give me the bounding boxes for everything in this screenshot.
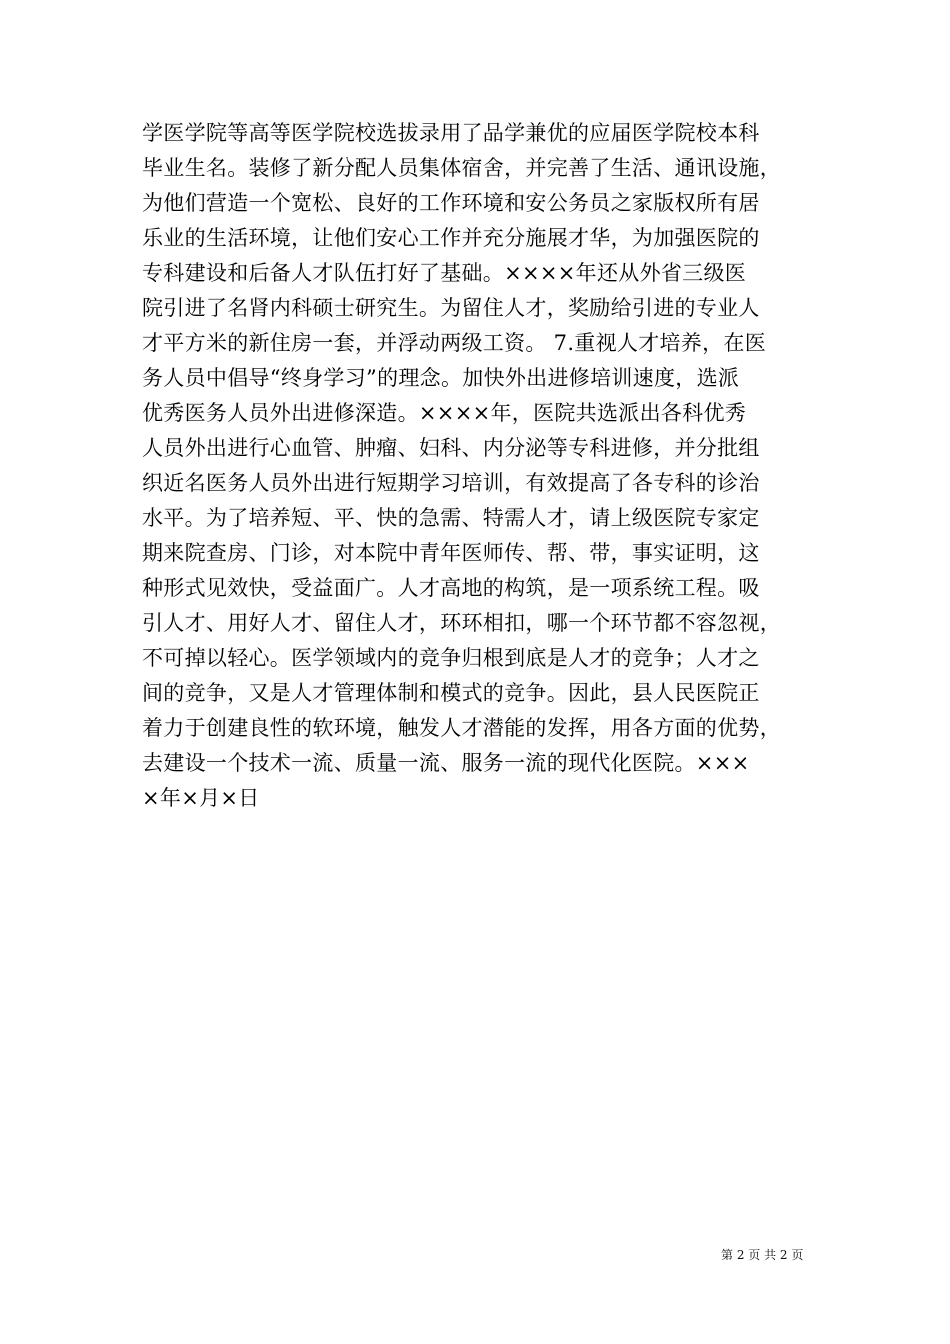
text-line: 毕业生名。装修了新分配人员集体宿舍，并完善了生活、通讯设施，	[142, 156, 781, 180]
text-line: 专科建设和后备人才队伍打好了基础。××××年还从外省三级医	[142, 261, 747, 285]
text-line: 人员外出进行心血管、肿瘤、妇科、内分泌等专科进修，并分批组	[142, 436, 760, 460]
text-line: 着力于创建良性的软环境，触发人才潜能的发挥，用各方面的优势，	[142, 716, 781, 740]
page-number-footer: 第 2 页 共 2 页	[721, 1248, 804, 1262]
text-line: 学医学院等高等医学院校选拔录用了品学兼优的应届医学院校本科	[142, 121, 760, 145]
text-line: 期来院查房、门诊，对本院中青年医师传、帮、带，事实证明，这	[142, 541, 760, 565]
text-line: 为他们营造一个宽松、良好的工作环境和安公务员之家版权所有居	[142, 191, 760, 215]
text-line: 乐业的生活环境，让他们安心工作并充分施展才华，为加强医院的	[142, 226, 760, 250]
text-line: 才平方米的新住房一套，并浮动两级工资。 7.重视人才培养，在医	[142, 331, 767, 355]
text-line: 织近名医务人员外出进行短期学习培训，有效提高了各专科的诊治	[142, 471, 760, 495]
text-line: 不可掉以轻心。医学领域内的竞争归根到底是人才的竞争；人才之	[142, 646, 760, 670]
text-line: 种形式见效快，受益面广。人才高地的构筑，是一项系统工程。吸	[142, 576, 760, 600]
body-text	[142, 116, 832, 816]
text-line: 优秀医务人员外出进修深造。××××年，医院共选派出各科优秀	[142, 401, 747, 425]
text-line: 间的竞争，又是人才管理体制和模式的竞争。因此，县人民医院正	[142, 681, 760, 705]
text-line: ×年×月×日	[142, 786, 260, 810]
text-line: 去建设一个技术一流、质量一流、服务一流的现代化医院。×××	[142, 751, 750, 775]
text-line: 水平。为了培养短、平、快的急需、特需人才，请上级医院专家定	[142, 506, 760, 530]
text-line: 院引进了名肾内科硕士研究生。为留住人才，奖励给引进的专业人	[142, 296, 760, 320]
text-line: 引人才、用好人才、留住人才，环环相扣，哪一个环节都不容忽视，	[142, 611, 781, 635]
text-line: 务人员中倡导“终身学习”的理念。加快外出进修培训速度，选派	[142, 366, 740, 390]
